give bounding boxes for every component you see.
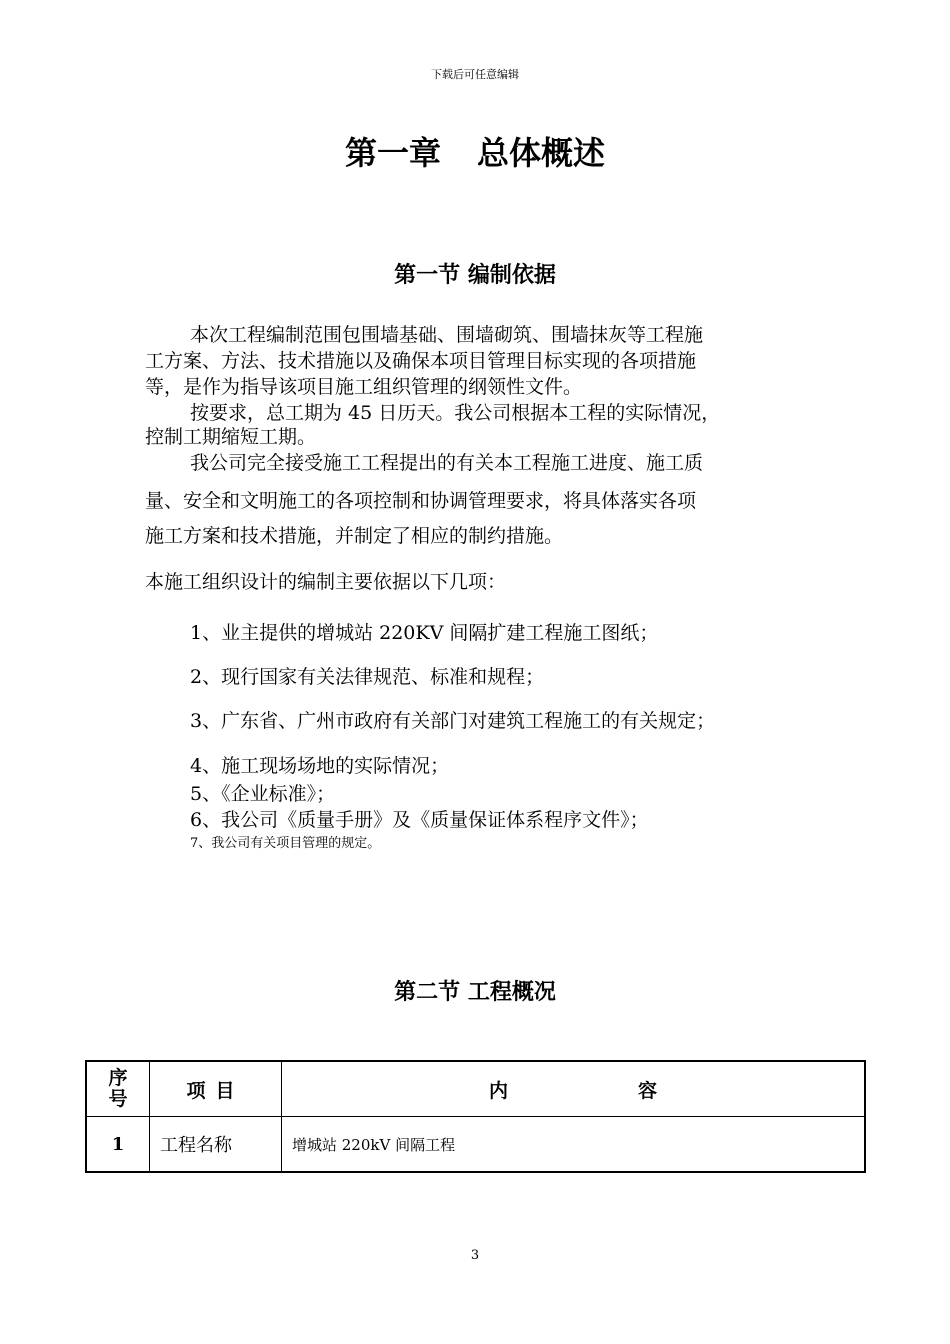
section1-title: 第一节 编制依据 xyxy=(394,263,556,288)
header-item: 项目 xyxy=(150,1061,282,1117)
paragraph-line: 控制工期缩短工期。 xyxy=(145,426,317,448)
paragraph-line: 本次工程编制范围包围墙基础、围墙砌筑、围墙抹灰等工程施 xyxy=(190,324,704,346)
paragraph-line: 等，是作为指导该项目施工组织管理的纲领性文件。 xyxy=(145,376,583,398)
basis-item: 3、广东省、广州市政府有关部门对建筑工程施工的有关规定； xyxy=(190,710,716,732)
page-number: 3 xyxy=(470,1248,480,1263)
row-item: 工程名称 xyxy=(150,1117,282,1173)
paragraph-line: 本施工组织设计的编制主要依据以下几项： xyxy=(145,571,507,593)
row-seq: 1 xyxy=(86,1117,150,1173)
paragraph-line: 我公司完全接受施工工程提出的有关本工程施工进度、施工质 xyxy=(190,452,704,474)
table-row xyxy=(86,1117,865,1173)
paragraph-line: 工方案、方法、技术措施以及确保本项目管理目标实现的各项措施 xyxy=(145,350,697,372)
basis-item: 7、我公司有关项目管理的规定。 xyxy=(190,836,381,851)
basis-item: 5、《企业标准》； xyxy=(190,783,336,805)
paragraph-line: 量、安全和文明施工的各项控制和协调管理要求，将具体落实各项 xyxy=(145,490,697,512)
section2-title: 第二节 工程概况 xyxy=(394,980,556,1005)
header-note: 下载后可任意编辑 xyxy=(431,68,519,81)
basis-item: 4、施工现场场地的实际情况； xyxy=(190,755,450,777)
basis-item: 2、现行国家有关法律规范、标准和规程； xyxy=(190,666,545,688)
row-content: 增城站 220kV 间隔工程 xyxy=(282,1117,866,1173)
chapter-number: 第一章 xyxy=(344,134,441,172)
table-header-row xyxy=(86,1061,865,1117)
header-seq: 序 号 xyxy=(86,1061,150,1117)
project-overview-table xyxy=(85,1060,866,1173)
header-content: 内 容 xyxy=(282,1061,866,1117)
paragraph-line: 按要求，总工期为 45 日历天。我公司根据本工程的实际情况， xyxy=(190,402,721,424)
chapter-title xyxy=(0,128,950,174)
basis-item: 1、业主提供的增城站 220KV 间隔扩建工程施工图纸； xyxy=(190,622,659,644)
paragraph-line: 施工方案和技术措施，并制定了相应的制约措施。 xyxy=(145,525,564,547)
chapter-name: 总体概述 xyxy=(477,134,606,172)
basis-item: 6、我公司《质量手册》及《质量保证体系程序文件》； xyxy=(190,809,649,831)
